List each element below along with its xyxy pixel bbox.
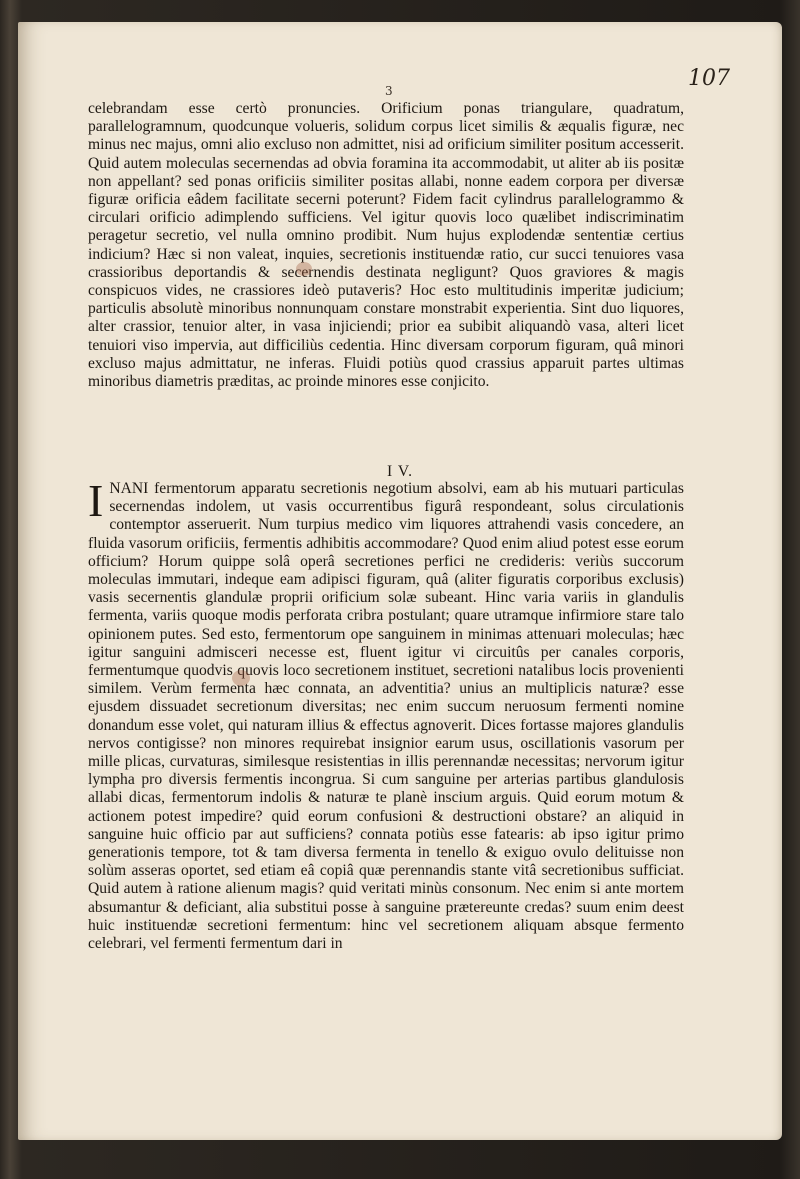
drop-cap: I [88,475,104,526]
page-number: 107 [688,66,730,91]
book-page [18,22,782,1140]
paragraph-2 [88,475,684,953]
signature-mark: 3 [385,84,393,98]
ink-stain [232,670,250,686]
paragraph-1: celebrandam esse certò pronuncies. Orificium ponas triangulare, quadratum, parallelogramnum, quodcunque volueris, solidum corpus licet similis & æqualis figuræ, nec minus nec majus, omni alio excluso non admittet, nisi ad orificium similiter positum accesserit. Quid autem moleculas secernendas ad obvia foramina ita accommodabit, ut aliter ab iis positæ non appellant? sed ponas orificiis similiter positas allabi, nonne eadem corpora per diversæ figuræ orificia eâdem facilitate secerni poterunt? Fidem facit cylindrus parallelogrammo & circulari orificio adimplendo sufficiens. Vel igitur quovis loco quælibet indiscriminatim peragetur secretio, vel nulla omnino prodibit. Num hujus explodendæ sententiæ certius indicium? Hæc si non valeat, inquies, secretionis instituendæ ratio, cur succi tenuiores vasa crassioribus deportandis & secernendis destinata negligunt? Quos graviores & magis conspicuos vides, ne crassiores ideò putaveris? Hoc esto multitudinis imperitæ judicium; particulis absolutè minoribus nonnunquam constare monstrabit experientia. Sint duo liquores, alter crassior, tenuior alter, in vasa injiciendi; prior ea subibit aliquandò vasa, alteri licet tenuiori viso impervia, aut difficiliùs cedentia. Hinc diversam corporum figuram, quâ minori excluso majus admittatur, ne inferas. Fluidi potiùs quod crassius apparuit partes ultimas minoribus diametris præditas, ac proinde minores esse conjicito. [88,100,684,391]
ink-stain [296,262,312,276]
section-heading: I V. [387,463,413,480]
paragraph-2-text: NANI fermentorum apparatu secretionis negotium absolvi, eam ab his mutuari particulas secernendas indolem, ut vasis occurrentibus figurâ respondeant, solus circulationis contemptor asseruerit. Num turpius medico vim liquores attrahendi vasis concedere, an fluida vasorum orificiis, fermentis adhibitis accommodare? Quod enim aliud potest esse eorum officium? Horum quippe solâ operâ secretiones perfici ne credideris: veriùs succorum moleculas immutari, indeque eam adipisci figuram, quâ (aliter figuratis corporibus exclusis) vasis secernentis glandulæ proprii orificium solæ subeant. Hinc varia variis in glandulis fermenta, variis quoque modis perforata cribra postulant; quare utramque infirmiore stare talo opinionem putes. Sed esto, fermentorum ope sanguinem in minimas attenuari moleculas; hæc igitur sanguini admisceri necesse est, fluent igitur vi circuitûs per canales corporis, fermentumque quodvis quovis loco secretionem instituet, secretioni natalibus locis provenienti similem. Verùm fermenta hæc connata, an adventitia? unius an multiplicis naturæ? esse ejusdem dissuadet secretionum diversitas; nec enim succum neruosum fermenti nomine donandum esse volet, qui naturam illius & effectus agnoverit. Dices fortasse majores glandulis nervos contigisse? non minores requirebat insignior earum usus, oscillationis vasorum per mille plicas, curvaturas, similesque resistentias in illis perennandæ necessitas; nervorum igitur lympha pro diversis fermentis incongrua. Si cum sanguine per arterias partibus glandulosis allabi dicas, fermentorum indolis & naturæ te planè inscium arguis. Quid eorum motum & actionem potest impedire? quid eorum confusioni & destructioni obstare? an aliquid in sanguine huic officio par aut sufficiens? connata potiùs esse fatearis: ab ipso igitur primo generationis tempore, tot & tam diversa fermenta in tenello & exiguo ovulo delituisse non solùm asseras oportet, sed etiam eâ copiâ quæ perennandis stante vitâ secretionibus sufficiat. Quid autem à ratione alienum magis? quid veritati minùs consonum. Nec enim si ante mortem absumantur & deficiant, alia substitui posse à sanguine prætereunte credas? suum enim deest huic instituendæ secretioni fermentum: hinc vel secretionem aliquam absque fermento celebrari, vel fermenti fermentum dari in [88,480,684,953]
